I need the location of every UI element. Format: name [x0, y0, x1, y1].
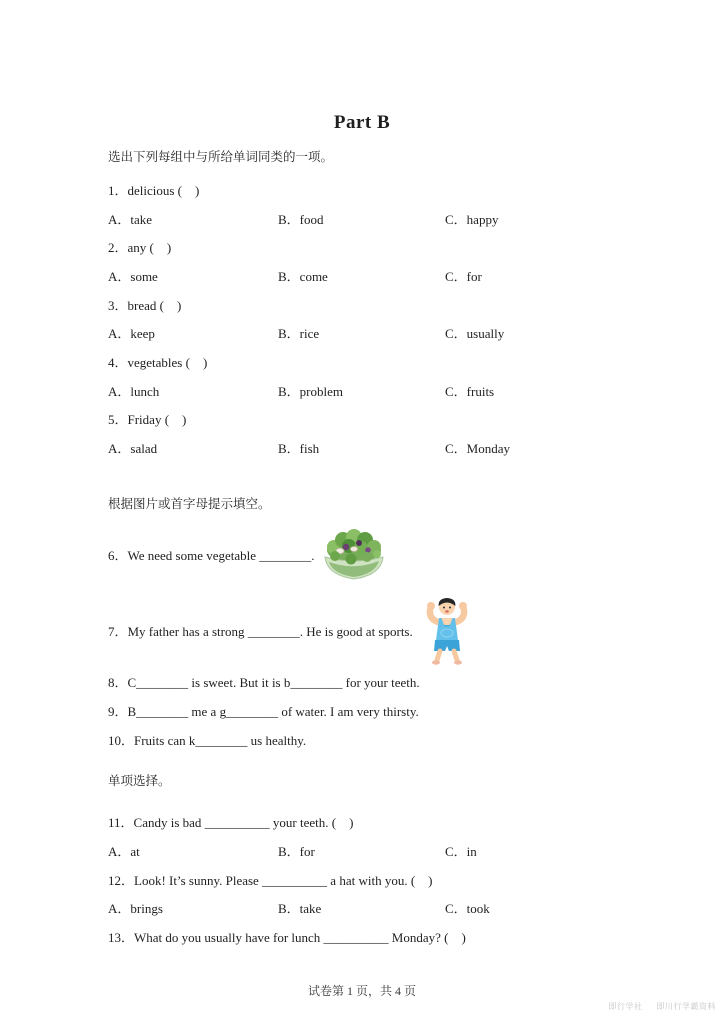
- question-6-row: [108, 527, 616, 583]
- question-7-row: [108, 616, 616, 645]
- question-stem-9: 9．B________ me a g________ of water. I am very thirsty.: [108, 704, 419, 720]
- option-3a: A．keep: [108, 326, 155, 342]
- options-row-4: [108, 376, 616, 405]
- question-stem-2: 2．any ( ): [108, 240, 172, 256]
- salad-bowl-image: [321, 527, 387, 583]
- choice-section-instruction: 单项选择。: [108, 774, 171, 789]
- option-2b: B．come: [278, 268, 328, 284]
- option-1c: C．happy: [445, 211, 499, 227]
- option-4a: A．lunch: [108, 383, 160, 399]
- options-row-12: [108, 893, 616, 922]
- question-stem-4: 4．vegetables ( ): [108, 354, 208, 370]
- question-stem-6: 6．We need some vegetable ________.: [108, 548, 315, 564]
- option-5a: A．salad: [108, 441, 158, 457]
- options-row-2: [108, 261, 616, 290]
- question-stem-7: 7．My father has a strong ________. He is good at sports.: [108, 623, 413, 639]
- page-title: Part B: [333, 112, 391, 133]
- question-stem-5: 5．Friday ( ): [108, 412, 187, 428]
- option-11a: A．at: [108, 843, 140, 859]
- option-11b: B．for: [278, 843, 315, 859]
- option-1b: B．food: [278, 211, 324, 227]
- strong-boy-image: [425, 594, 469, 666]
- page-number-footer: 试卷第 1 页，共 4 页: [307, 984, 416, 998]
- option-5c: C．Monday: [445, 441, 511, 457]
- fill-section-instruction: 根据图片或首字母提示填空。: [108, 496, 271, 511]
- watermark: [609, 1001, 717, 1012]
- option-4b: B．problem: [278, 383, 343, 399]
- option-3b: B．rice: [278, 326, 320, 342]
- option-12b: B．take: [278, 901, 322, 917]
- page-content: [108, 0, 616, 951]
- watermark-text-2: 即川行学霸资料: [656, 1002, 716, 1011]
- option-12c: C．took: [445, 901, 490, 917]
- option-5b: B．fish: [278, 441, 320, 457]
- options-row-11: [108, 836, 616, 865]
- options-row-1: [108, 204, 616, 233]
- option-2a: A．some: [108, 268, 158, 284]
- option-1a: A．take: [108, 211, 153, 227]
- option-12a: A．brings: [108, 901, 163, 917]
- question-stem-12: 12．Look! It’s sunny. Please __________ a hat with you. ( ): [108, 872, 433, 888]
- option-11c: C．in: [445, 843, 477, 859]
- question-stem-10: 10．Fruits can k________ us healthy.: [108, 732, 307, 748]
- option-3c: C．usually: [445, 326, 505, 342]
- question-stem-3: 3．bread ( ): [108, 297, 182, 313]
- options-row-3: [108, 318, 616, 347]
- options-row-5: [108, 433, 616, 462]
- match-section-instruction: 选出下列每组中与所给单词同类的一项。: [108, 150, 334, 164]
- question-stem-13: 13．What do you usually have for lunch __________ Monday? ( ): [108, 929, 466, 945]
- watermark-text-1: 即行学社: [608, 1002, 643, 1011]
- question-stem-1: 1．delicious ( ): [108, 182, 200, 198]
- question-stem-11: 11．Candy is bad __________ your teeth. ( ): [108, 815, 354, 831]
- option-4c: C．fruits: [445, 383, 495, 399]
- option-2c: C．for: [445, 268, 482, 284]
- question-stem-8: 8．C________ is sweet. But it is b________ for your teeth.: [108, 675, 420, 691]
